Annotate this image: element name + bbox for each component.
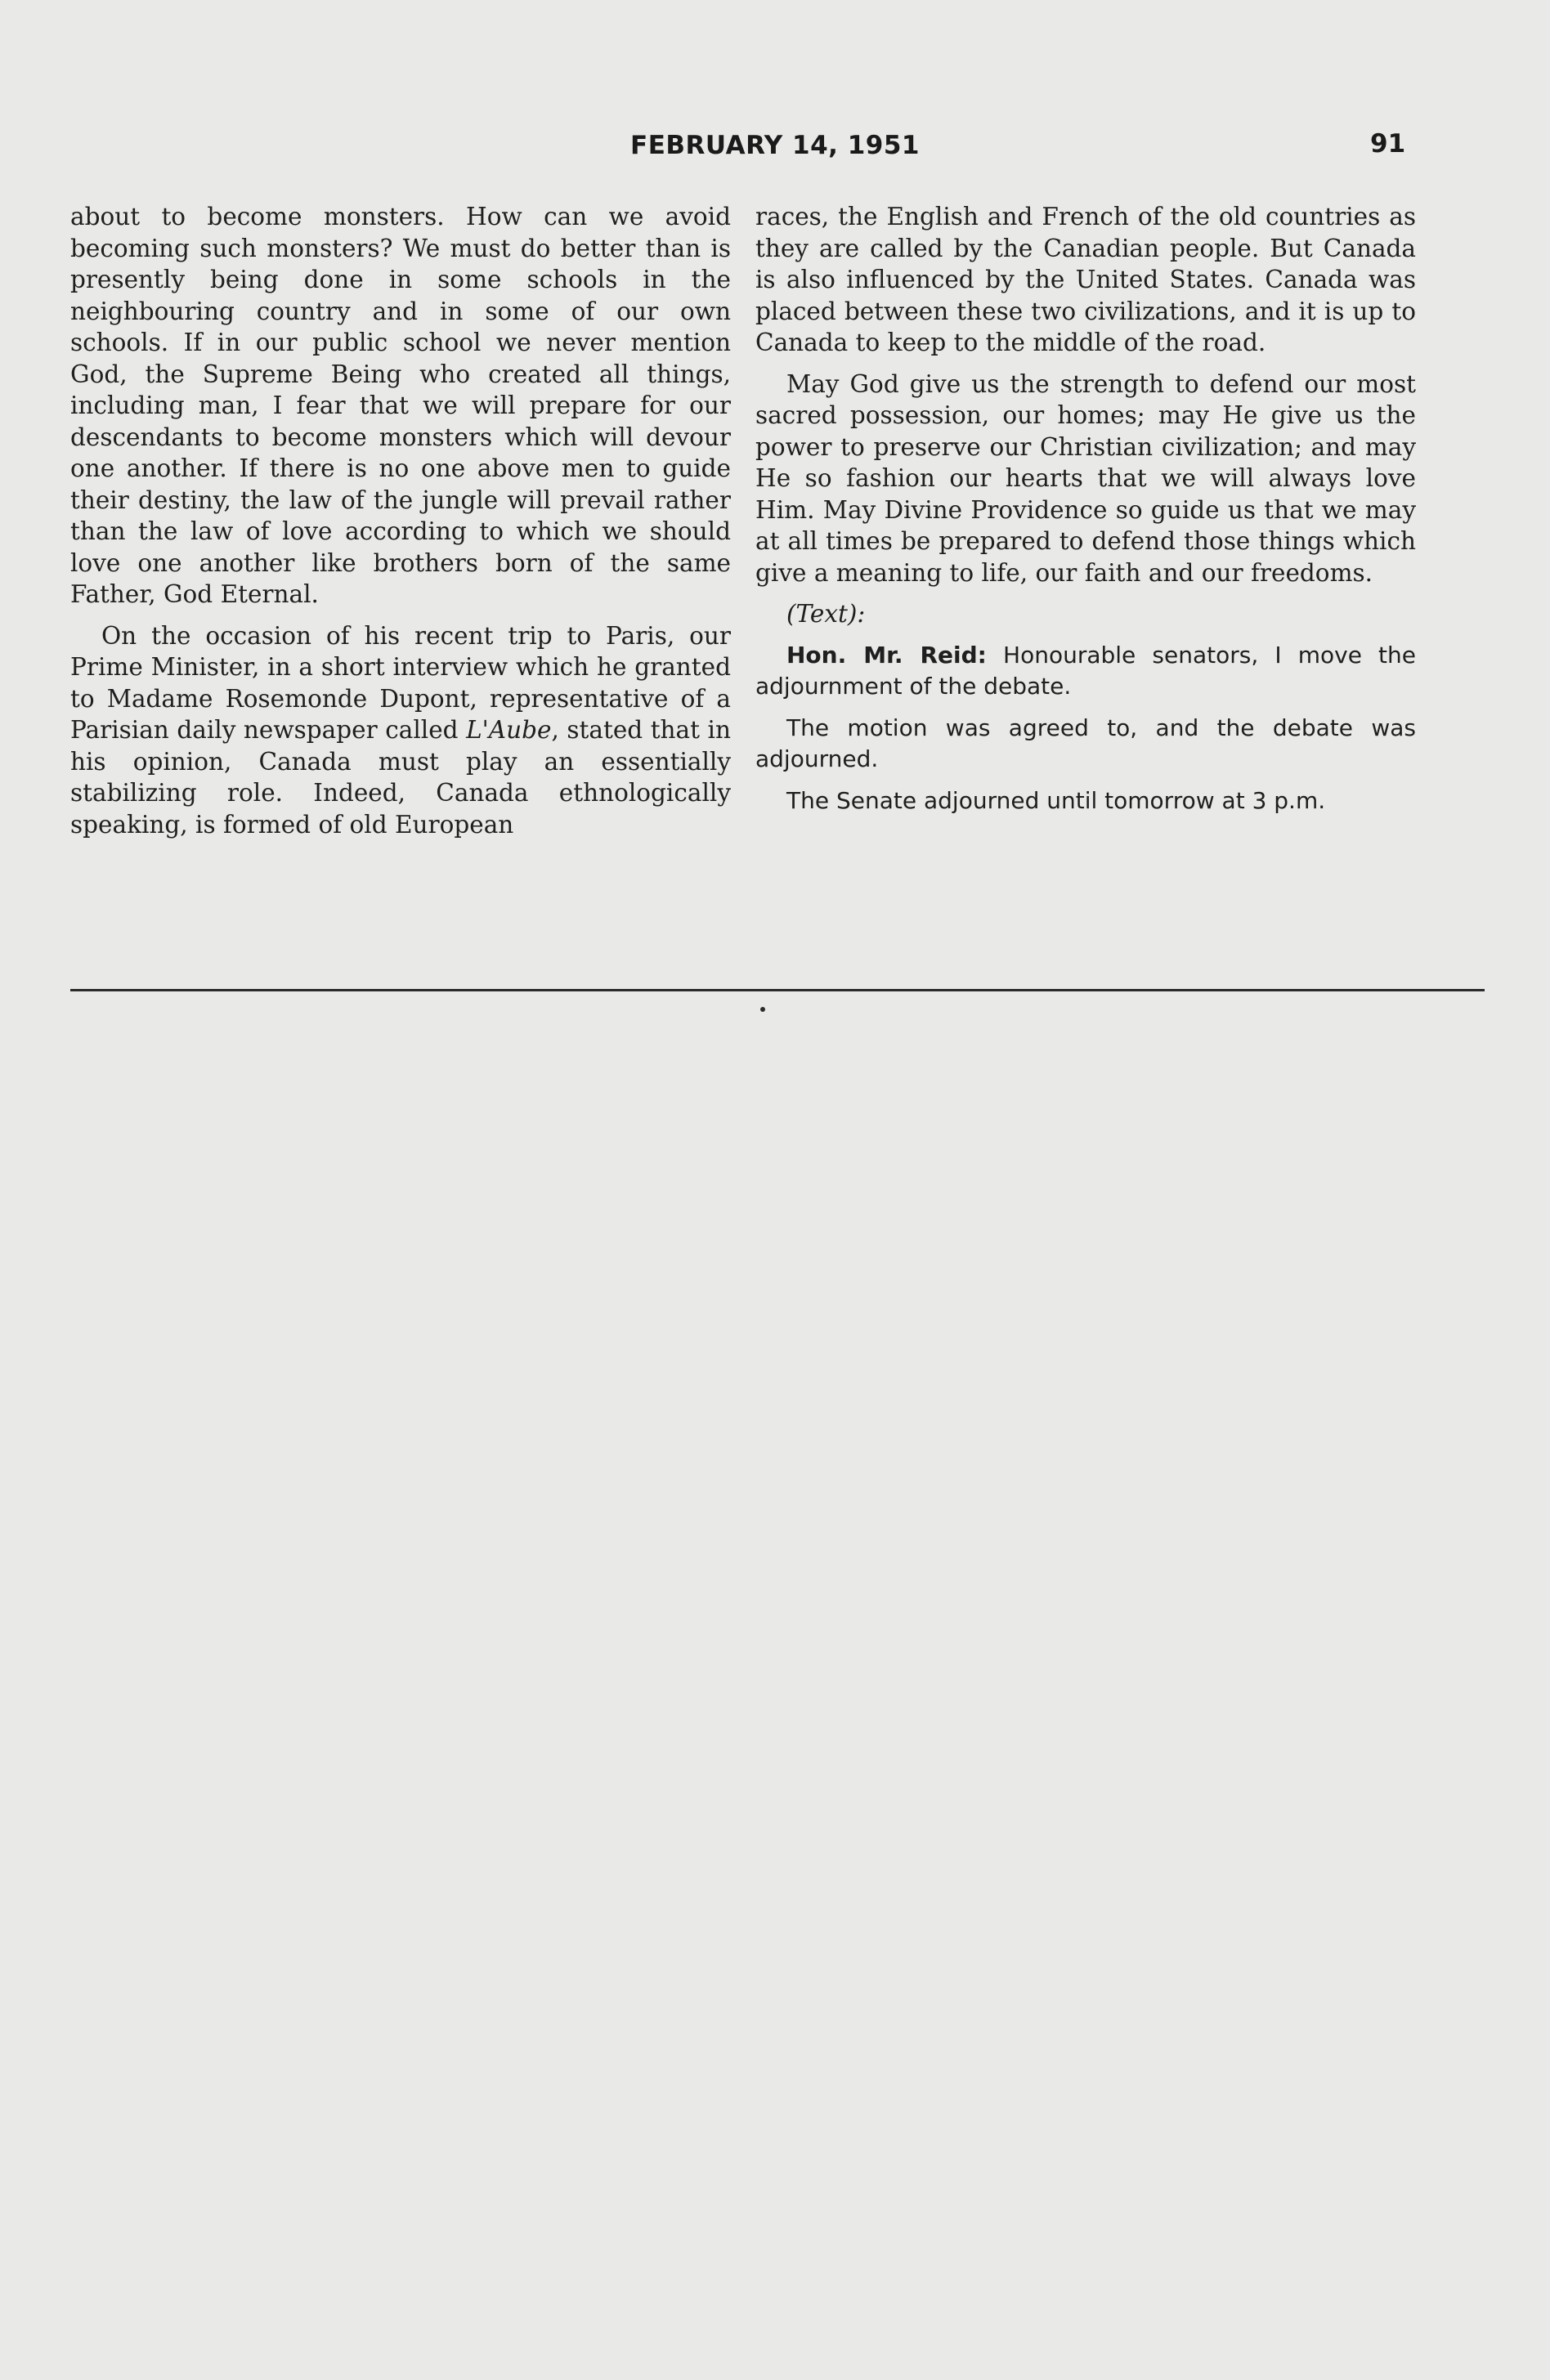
left-column — [70, 201, 731, 850]
left-paragraph-1: about to become monsters. How can we avoid becoming such monsters? We must do better than is presently being done in some schools in the neighbouring country and in some of our own schools. If in our public school we never mention God, the Supreme Being who created all things, including man, I fear that we will prepare for our descendants to become monsters which will devour one another. If there is no one above men to guide their destiny, the law of the jungle will prevail rather than the law of love according to which we should love one another like brothers born of the same Father, God Eternal. — [70, 203, 731, 608]
right-paragraph-2: May God give us the strength to defend our most sacred possession, our homes; may He give us the power to preserve our Christian civilization; and may He so fashion our hearts that we will always love Him. May Divine Providence so guide us that we may at all times be prepared to defend those things which give a meaning to life, our faith and our freedoms. — [755, 369, 1416, 587]
newspaper-name: L'Aube — [466, 716, 552, 744]
left-paragraph-2-end: , stated that in his opinion, Canada must play an essentially stabilizing role. Indeed, Canada ethnologically speaking, is formed of old European — [70, 716, 731, 839]
divider-dot — [760, 1007, 765, 1012]
speaker-name: Hon. Mr. Reid: — [786, 641, 987, 669]
page-date-header: FEBRUARY 14, 1951 — [630, 131, 920, 160]
adjournment-notice: The Senate adjourned until tomorrow at 3 p.m. — [786, 786, 1326, 814]
motion-result: The motion was agreed to, and the debate was adjourned. — [755, 714, 1416, 772]
left-paragraph-2-start: On the occasion of his recent trip to Paris, our Prime Minister, in a short interview which he granted to Madame Rosemonde Dupont, representative of a Parisian daily newspaper called — [70, 621, 731, 744]
speaker-speech: Honourable senators, I move the adjournment of the debate. — [755, 641, 1416, 700]
section-divider — [70, 989, 1485, 991]
left-paragraph-2 — [70, 620, 731, 841]
reid-statement — [755, 640, 1416, 703]
right-paragraph-1: races, the English and French of the old countries as they are called by the Canadian people. But Canada is also influenced by the United States. Canada was placed between these two civilizations, and it is up to Canada to keep to the middle of the road. — [755, 203, 1416, 356]
page-number: 91 — [1370, 129, 1406, 159]
text-note: (Text): — [786, 600, 866, 628]
right-column — [755, 201, 1416, 826]
